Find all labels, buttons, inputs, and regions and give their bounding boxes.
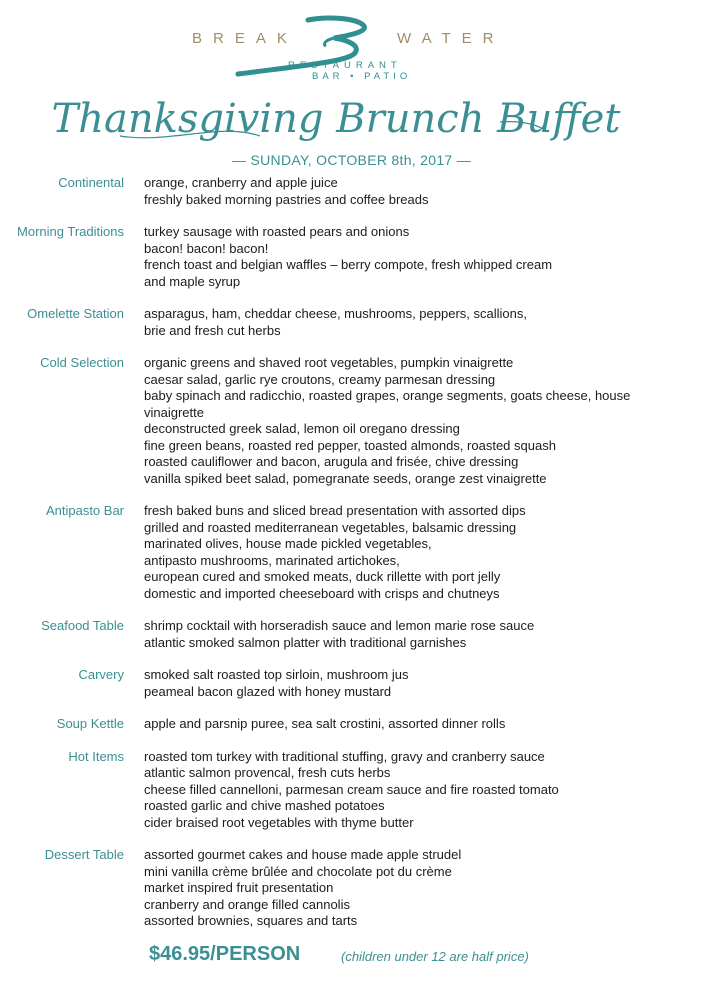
menu-item: french toast and belgian waffles – berry compote, fresh whipped cream (144, 257, 553, 272)
menu-item: european cured and smoked meats, duck rillette with port jelly (144, 569, 501, 584)
menu-title-svg (0, 92, 703, 148)
menu-item: vinaigrette (144, 404, 204, 420)
price-row (0, 943, 703, 971)
section-items (144, 355, 703, 487)
menu-item: grilled and roasted mediterranean vegetables, balsamic dressing (144, 519, 517, 535)
menu-item: vanilla spiked beet salad, pomegranate seeds, orange zest vinaigrette (144, 470, 547, 486)
restaurant-logo (0, 0, 703, 90)
menu-item: brie and fresh cut herbs (144, 322, 281, 338)
menu-section (0, 306, 703, 339)
menu-item: caesar salad, garlic rye croutons, creamy parmesan dressing (144, 371, 496, 387)
date-dash-left: — (231, 152, 247, 168)
menu-list (0, 175, 703, 946)
section-label: Carvery (78, 667, 124, 682)
price-note: (children under 12 are half price) (341, 949, 529, 964)
price: $46.95/PERSON (149, 943, 301, 965)
section-items (144, 175, 703, 208)
menu-item: assorted brownies, squares and tarts (144, 913, 358, 928)
section-items (144, 306, 703, 339)
logo-word-left: BREAK (192, 30, 298, 47)
menu-item: atlantic smoked salmon platter with traditional garnishes (144, 634, 467, 650)
section-label: Hot Items (68, 748, 124, 764)
menu-item: deconstructed greek salad, lemon oil oregano dressing (144, 421, 460, 436)
menu-item: shrimp cocktail with horseradish sauce and lemon marie rose sauce (144, 618, 535, 633)
section-label: Seafood Table (41, 618, 124, 633)
menu-item: cheese filled cannelloni, parmesan cream sauce and fire roasted tomato (144, 781, 559, 797)
menu-item: cider braised root vegetables with thyme butter (144, 814, 414, 830)
menu-item: and maple syrup (144, 273, 241, 289)
menu-item: roasted cauliflower and bacon, arugula and frisée, chive dressing (144, 454, 519, 469)
menu-section (0, 355, 703, 487)
logo-restaurant-line: RESTAURANT (288, 60, 402, 71)
menu-section (0, 667, 703, 700)
section-items (144, 618, 703, 651)
menu-item: apple and parsnip puree, sea salt crostini, assorted dinner rolls (144, 716, 506, 731)
menu-item: freshly baked morning pastries and coffee breads (144, 191, 429, 207)
menu-item: cranberry and orange filled cannolis (144, 896, 350, 912)
menu-item: market inspired fruit presentation (144, 880, 334, 895)
section-label: Omelette Station (27, 306, 124, 321)
section-label: Dessert Table (44, 847, 124, 862)
menu-item: smoked salt roasted top sirloin, mushroom jus (144, 667, 409, 682)
menu-section (0, 618, 703, 651)
date-dash-right: — (456, 152, 472, 168)
menu-item: atlantic salmon provencal, fresh cuts herbs (144, 765, 391, 780)
menu-item: orange, cranberry and apple juice (144, 175, 338, 190)
menu-title-text: Thanksgiving Brunch Buffet (51, 96, 621, 142)
section-label: Morning Traditions (17, 224, 124, 239)
menu-section (0, 224, 703, 290)
menu-section (0, 175, 703, 208)
menu-item: marinated olives, house made pickled vegetables, (144, 536, 432, 551)
menu-section (0, 847, 703, 930)
section-items (144, 503, 703, 602)
menu-item: fine green beans, roasted red pepper, toasted almonds, roasted squash (144, 437, 556, 453)
logo-word-right: WATER (397, 30, 505, 47)
menu-item: peameal bacon glazed with honey mustard (144, 683, 392, 699)
menu-section (0, 503, 703, 602)
menu-item: antipasto mushrooms, marinated artichokes, (144, 552, 400, 568)
section-items (144, 224, 703, 290)
section-label: Continental (58, 175, 124, 190)
menu-item: organic greens and shaved root vegetables, pumpkin vinaigrette (144, 355, 514, 370)
menu-item: bacon! bacon! bacon! (144, 240, 269, 256)
menu-item: assorted gourmet cakes and house made apple strudel (144, 847, 462, 862)
section-label: Soup Kettle (56, 716, 124, 731)
date-text: SUNDAY, OCTOBER 8th, 2017 (250, 152, 453, 168)
menu-item: fresh baked buns and sliced bread presentation with assorted dips (144, 503, 526, 518)
section-label: Cold Selection (40, 355, 124, 370)
section-items (144, 847, 703, 930)
menu-item: baby spinach and radicchio, roasted grapes, orange segments, goats cheese, house (144, 388, 631, 403)
section-items (144, 749, 703, 832)
menu-item: domestic and imported cheeseboard with crisps and chutneys (144, 585, 500, 601)
logo-bar-patio-line: BAR • PATIO (312, 71, 412, 82)
event-date (0, 152, 703, 168)
menu-item: mini vanilla crème brûlée and chocolate pot du crème (144, 863, 452, 879)
menu-title (0, 92, 703, 148)
menu-item: roasted tom turkey with traditional stuffing, gravy and cranberry sauce (144, 748, 545, 764)
menu-item: asparagus, ham, cheddar cheese, mushrooms, peppers, scallions, (144, 306, 527, 321)
menu-item: turkey sausage with roasted pears and onions (144, 224, 410, 239)
section-items (144, 667, 703, 700)
menu-section (0, 716, 703, 733)
section-items (144, 716, 703, 733)
menu-item: roasted garlic and chive mashed potatoes (144, 798, 385, 813)
menu-section (0, 749, 703, 832)
section-label: Antipasto Bar (45, 503, 124, 518)
